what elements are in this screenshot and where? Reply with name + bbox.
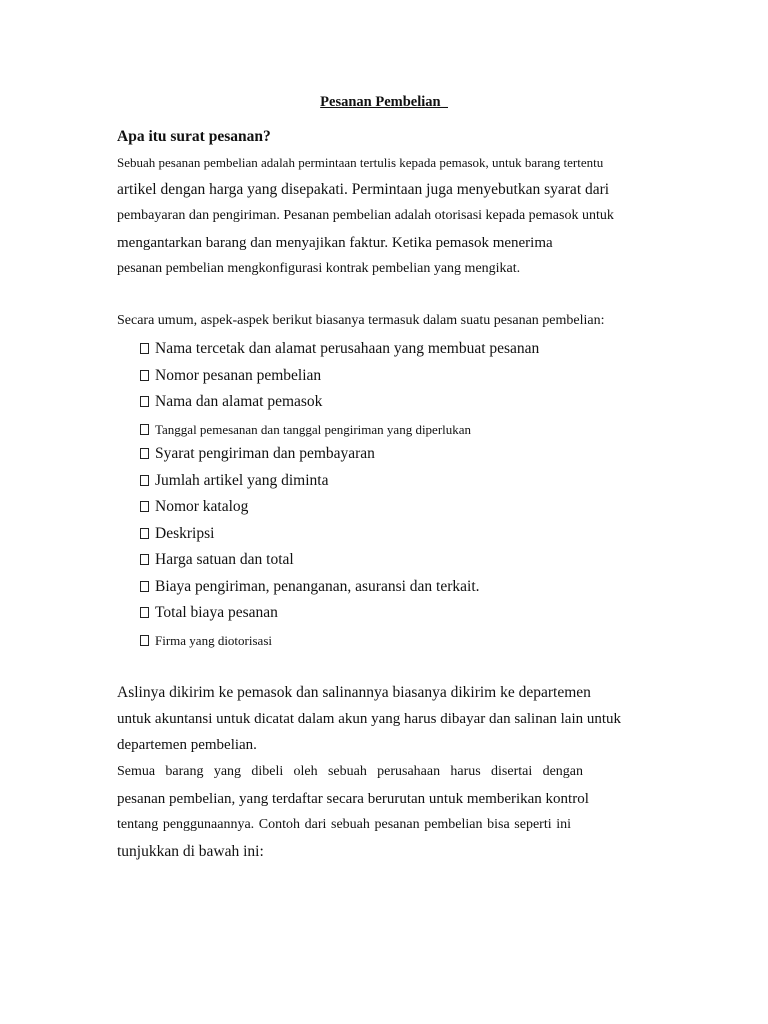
list-item-text: Jumlah artikel yang diminta: [155, 472, 329, 489]
list-item: [140, 445, 375, 463]
checkbox-glyph-icon: [140, 343, 149, 354]
checkbox-glyph-icon: [140, 554, 149, 565]
paragraph2-line: departemen pembelian.: [117, 737, 257, 753]
list-intro: Secara umum, aspek-aspek berikut biasanya termasuk dalam suatu pesanan pembelian:: [117, 313, 605, 328]
list-item-text: Total biaya pesanan: [155, 604, 278, 621]
list-item-text: Nomor katalog: [155, 498, 249, 515]
list-item: [140, 498, 248, 516]
checkbox-glyph-icon: [140, 396, 149, 407]
paragraph3-line: pesanan pembelian, yang terdaftar secara berurutan untuk memberikan kontrol: [117, 791, 589, 807]
list-item: [140, 551, 294, 569]
list-item-text: Syarat pengiriman dan pembayaran: [155, 445, 375, 462]
list-item-text: Tanggal pemesanan dan tanggal pengiriman yang diperlukan: [155, 422, 472, 437]
document-title: Pesanan Pembelian_: [320, 94, 448, 110]
list-item: [140, 525, 214, 543]
checkbox-glyph-icon: [140, 635, 149, 646]
list-item: [140, 472, 328, 490]
checkbox-glyph-icon: [140, 475, 149, 486]
paragraph1-line: Sebuah pesanan pembelian adalah permintaan tertulis kepada pemasok, untuk barang tertentu: [117, 155, 604, 170]
paragraph1-line: mengantarkan barang dan menyajikan faktur. Ketika pemasok menerima: [117, 235, 553, 251]
list-item: [140, 340, 539, 358]
list-item-text: Nama tercetak dan alamat perusahaan yang membuat pesanan: [155, 340, 540, 357]
list-item-text: Nama dan alamat pemasok: [155, 393, 323, 410]
list-item: [140, 367, 321, 385]
checkbox-glyph-icon: [140, 581, 149, 592]
section-heading: Apa itu surat pesanan?: [117, 128, 271, 145]
checkbox-glyph-icon: [140, 424, 149, 435]
list-item-text: Harga satuan dan total: [155, 551, 294, 568]
list-item: [140, 604, 278, 622]
checkbox-glyph-icon: [140, 501, 149, 512]
list-item: [140, 578, 480, 596]
list-item-text: Biaya pengiriman, penanganan, asuransi dan terkait.: [155, 578, 480, 595]
paragraph2-line: Aslinya dikirim ke pemasok dan salinannya biasanya dikirim ke departemen: [117, 684, 591, 701]
list-item: [140, 393, 322, 411]
checkbox-glyph-icon: [140, 607, 149, 618]
paragraph1-line: artikel dengan harga yang disepakati. Permintaan juga menyebutkan syarat dari: [117, 181, 610, 198]
list-item-text: Deskripsi: [155, 525, 215, 542]
list-item: [140, 422, 471, 438]
paragraph3-line: tentang penggunaannya. Contoh dari sebuah pesanan pembelian bisa seperti ini: [117, 817, 571, 832]
paragraph1-line: pesanan pembelian mengkonfigurasi kontrak pembelian yang mengikat.: [117, 261, 521, 276]
checkbox-glyph-icon: [140, 448, 149, 459]
list-item: [140, 633, 272, 649]
checkbox-glyph-icon: [140, 528, 149, 539]
paragraph2-line: untuk akuntansi untuk dicatat dalam akun yang harus dibayar dan salinan lain untuk: [117, 711, 622, 727]
list-item-text: Firma yang diotorisasi: [155, 633, 272, 648]
paragraph3-line: Semua barang yang dibeli oleh sebuah perusahaan harus disertai dengan: [117, 764, 583, 779]
list-item-text: Nomor pesanan pembelian: [155, 367, 322, 384]
paragraph3-line: tunjukkan di bawah ini:: [117, 843, 264, 860]
checkbox-glyph-icon: [140, 370, 149, 381]
paragraph1-line: pembayaran dan pengiriman. Pesanan pembelian adalah otorisasi kepada pemasok untuk: [117, 208, 614, 223]
